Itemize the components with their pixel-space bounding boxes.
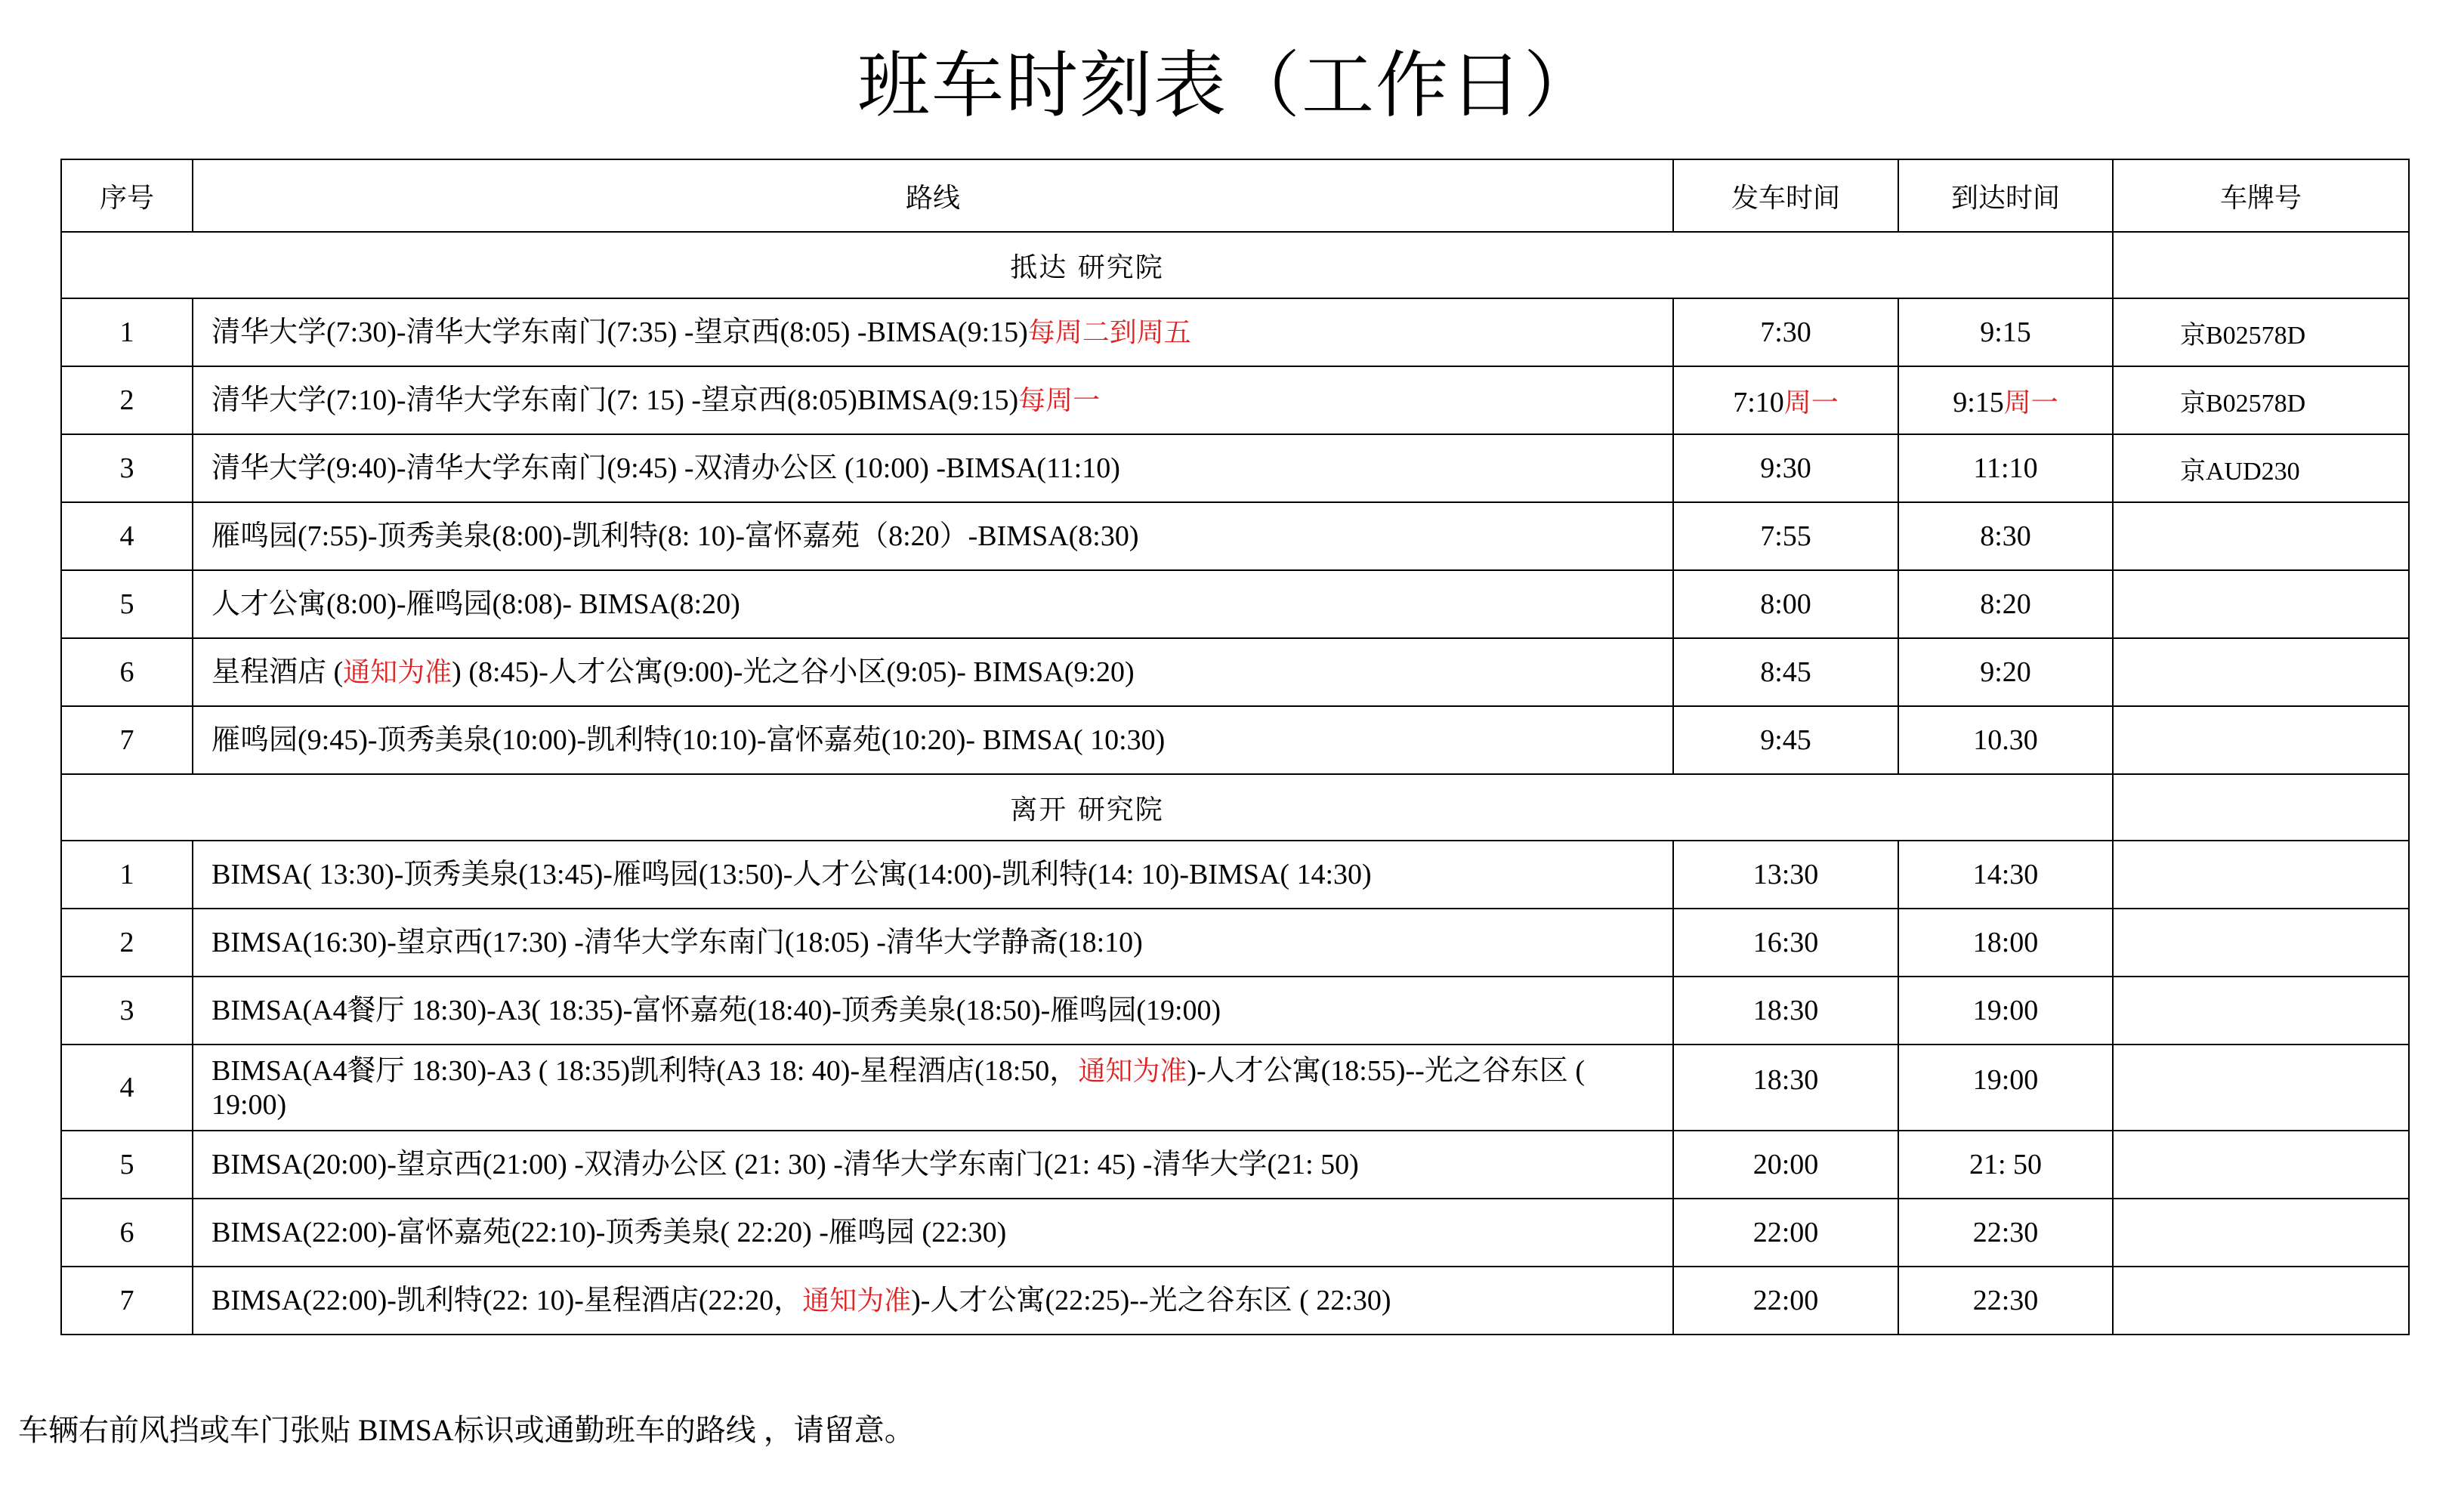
route-text-post: )-人才公寓(18:55)--光之谷东区 ( 19:00) xyxy=(212,1054,1585,1121)
route-note: 通知为准 xyxy=(802,1285,912,1316)
row-route xyxy=(193,706,1673,774)
table-row xyxy=(61,1267,2409,1335)
table-row xyxy=(61,706,2409,774)
row-arrive: 19:00 xyxy=(1898,977,2113,1045)
table-row xyxy=(61,1045,2409,1131)
row-arrive: 8:30 xyxy=(1898,502,2113,570)
row-plate xyxy=(2113,977,2409,1045)
table-row xyxy=(61,502,2409,570)
row-index: 6 xyxy=(61,1199,193,1267)
row-arrive xyxy=(1898,366,2113,434)
row-plate xyxy=(2113,1199,2409,1267)
row-depart: 22:00 xyxy=(1673,1267,1898,1335)
row-plate: 京AUD230 xyxy=(2113,434,2409,502)
row-plate xyxy=(2113,502,2409,570)
section-plate-empty xyxy=(2113,774,2409,841)
route-text-post: ) (8:45)-人才公寓(9:00)-光之谷小区(9:05)- BIMSA(9:20) xyxy=(452,656,1135,688)
row-arrive: 11:10 xyxy=(1898,434,2113,502)
route-text: 雁鸣园(9:45)-顶秀美泉(10:00)-凯利特(10:10)-富怀嘉苑(10:20)- BIMSA( 10:30) xyxy=(212,724,1166,756)
table-row xyxy=(61,366,2409,434)
table-row xyxy=(61,1199,2409,1267)
row-route xyxy=(193,1267,1673,1335)
section-row-arrive xyxy=(61,232,2409,298)
row-depart: 13:30 xyxy=(1673,841,1898,909)
route-text-post: )-人才公寓(22:25)--光之谷东区 ( 22:30) xyxy=(911,1284,1391,1316)
route-text-pre: BIMSA(A4餐厅 18:30)-A3 ( 18:35)凯利特(A3 18: 40)-星程酒店(18:50， xyxy=(212,1054,1079,1087)
row-plate xyxy=(2113,1045,2409,1131)
row-index: 7 xyxy=(61,1267,193,1335)
row-depart: 20:00 xyxy=(1673,1131,1898,1199)
row-index: 3 xyxy=(61,977,193,1045)
route-note: 每周二到周五 xyxy=(1027,316,1191,348)
row-route: BIMSA(22:00)-富怀嘉苑(22:10)-顶秀美泉( 22:20) -雁鸣园 (22:30) xyxy=(193,1199,1673,1267)
row-depart: 8:00 xyxy=(1673,570,1898,638)
route-text: 雁鸣园(7:55)-顶秀美泉(8:00)-凯利特(8: 10)-富怀嘉苑（8:20）-BIMSA(8:30) xyxy=(212,520,1139,552)
row-index: 5 xyxy=(61,1131,193,1199)
depart-time: 7:10 xyxy=(1733,386,1784,418)
header-plate: 车牌号 xyxy=(2113,159,2409,232)
route-text-pre: BIMSA(22:00)-凯利特(22: 10)-星程酒店(22:20， xyxy=(212,1284,803,1316)
row-index: 4 xyxy=(61,1045,193,1131)
route-text: 清华大学(9:40)-清华大学东南门(9:45) -双清办公区 (10:00) -BIMSA(11:10) xyxy=(212,452,1120,484)
row-index: 3 xyxy=(61,434,193,502)
row-route: BIMSA( 13:30)-顶秀美泉(13:45)-雁鸣园(13:50)-人才公寓(14:00)-凯利特(14: 10)-BIMSA( 14:30) xyxy=(193,841,1673,909)
row-plate xyxy=(2113,706,2409,774)
row-depart: 9:45 xyxy=(1673,706,1898,774)
row-plate xyxy=(2113,909,2409,977)
row-arrive: 9:15 xyxy=(1898,298,2113,366)
row-arrive: 19:00 xyxy=(1898,1045,2113,1131)
header-arrive-time: 到达时间 xyxy=(1898,159,2113,232)
header-index: 序号 xyxy=(61,159,193,232)
table-row xyxy=(61,977,2409,1045)
row-depart: 7:30 xyxy=(1673,298,1898,366)
row-route: BIMSA(16:30)-望京西(17:30) -清华大学东南门(18:05) -清华大学静斋(18:10) xyxy=(193,909,1673,977)
row-plate xyxy=(2113,1267,2409,1335)
row-depart xyxy=(1673,366,1898,434)
page-title: 班车时刻表（工作日） xyxy=(857,43,1598,128)
row-index: 7 xyxy=(61,706,193,774)
table-row xyxy=(61,570,2409,638)
arrive-time: 9:15 xyxy=(1953,386,2004,418)
table-row xyxy=(61,1131,2409,1199)
row-plate xyxy=(2113,841,2409,909)
header-depart-time: 发车时间 xyxy=(1673,159,1898,232)
row-arrive: 9:20 xyxy=(1898,638,2113,706)
row-index: 1 xyxy=(61,298,193,366)
row-index: 1 xyxy=(61,841,193,909)
row-arrive: 14:30 xyxy=(1898,841,2113,909)
row-depart: 8:45 xyxy=(1673,638,1898,706)
table-row xyxy=(61,298,2409,366)
table-row xyxy=(61,841,2409,909)
row-plate: 京B02578D xyxy=(2113,298,2409,366)
row-route xyxy=(193,502,1673,570)
row-route: BIMSA(20:00)-望京西(21:00) -双清办公区 (21: 30) -清华大学东南门(21: 45) -清华大学(21: 50) xyxy=(193,1131,1673,1199)
row-index: 5 xyxy=(61,570,193,638)
table-header-row xyxy=(61,159,2409,232)
row-depart: 9:30 xyxy=(1673,434,1898,502)
section-row-leave xyxy=(61,774,2409,841)
row-arrive: 18:00 xyxy=(1898,909,2113,977)
row-arrive: 22:30 xyxy=(1898,1199,2113,1267)
table-row xyxy=(61,909,2409,977)
row-depart: 18:30 xyxy=(1673,1045,1898,1131)
header-route: 路线 xyxy=(193,159,1673,232)
row-depart: 18:30 xyxy=(1673,977,1898,1045)
row-plate xyxy=(2113,1131,2409,1199)
route-text: 清华大学(7:30)-清华大学东南门(7:35) -望京西(8:05) -BIMSA(9:15) xyxy=(212,316,1028,348)
footnote: 车辆右前风挡或车门张贴 BIMSA标识或通勤班车的路线 ，请留意。 xyxy=(18,1413,915,1447)
row-route xyxy=(193,1045,1673,1131)
row-route xyxy=(193,366,1673,434)
row-index: 2 xyxy=(61,366,193,434)
row-route xyxy=(193,570,1673,638)
route-text: 人才公寓(8:00)-雁鸣园(8:08)- BIMSA(8:20) xyxy=(212,588,740,620)
row-arrive: 21: 50 xyxy=(1898,1131,2113,1199)
route-text: 清华大学(7:10)-清华大学东南门(7: 15) -望京西(8:05)BIMSA(9:15) xyxy=(212,384,1019,416)
row-index: 2 xyxy=(61,909,193,977)
row-plate xyxy=(2113,570,2409,638)
row-index: 4 xyxy=(61,502,193,570)
row-route xyxy=(193,298,1673,366)
row-arrive: 22:30 xyxy=(1898,1267,2113,1335)
row-arrive: 8:20 xyxy=(1898,570,2113,638)
row-route: BIMSA(A4餐厅 18:30)-A3( 18:35)-富怀嘉苑(18:40)-顶秀美泉(18:50)-雁鸣园(19:00) xyxy=(193,977,1673,1045)
row-index: 6 xyxy=(61,638,193,706)
row-route xyxy=(193,638,1673,706)
route-note: 通知为准 xyxy=(343,656,452,688)
table-row xyxy=(61,638,2409,706)
depart-note: 周一 xyxy=(1783,387,1839,418)
route-text-pre: 星程酒店 ( xyxy=(212,656,344,688)
row-plate xyxy=(2113,638,2409,706)
section-title-arrive: 抵达 研究院 xyxy=(61,232,2113,298)
row-depart: 7:55 xyxy=(1673,502,1898,570)
section-title-leave: 离开 研究院 xyxy=(61,774,2113,841)
row-plate: 京B02578D xyxy=(2113,366,2409,434)
row-depart: 16:30 xyxy=(1673,909,1898,977)
row-depart: 22:00 xyxy=(1673,1199,1898,1267)
schedule-table xyxy=(60,159,2410,1335)
table-row xyxy=(61,434,2409,502)
route-note: 每周一 xyxy=(1018,384,1101,416)
arrive-note: 周一 xyxy=(2003,387,2058,418)
row-route xyxy=(193,434,1673,502)
row-arrive: 10.30 xyxy=(1898,706,2113,774)
section-plate-empty xyxy=(2113,232,2409,298)
route-note: 通知为准 xyxy=(1078,1055,1187,1087)
